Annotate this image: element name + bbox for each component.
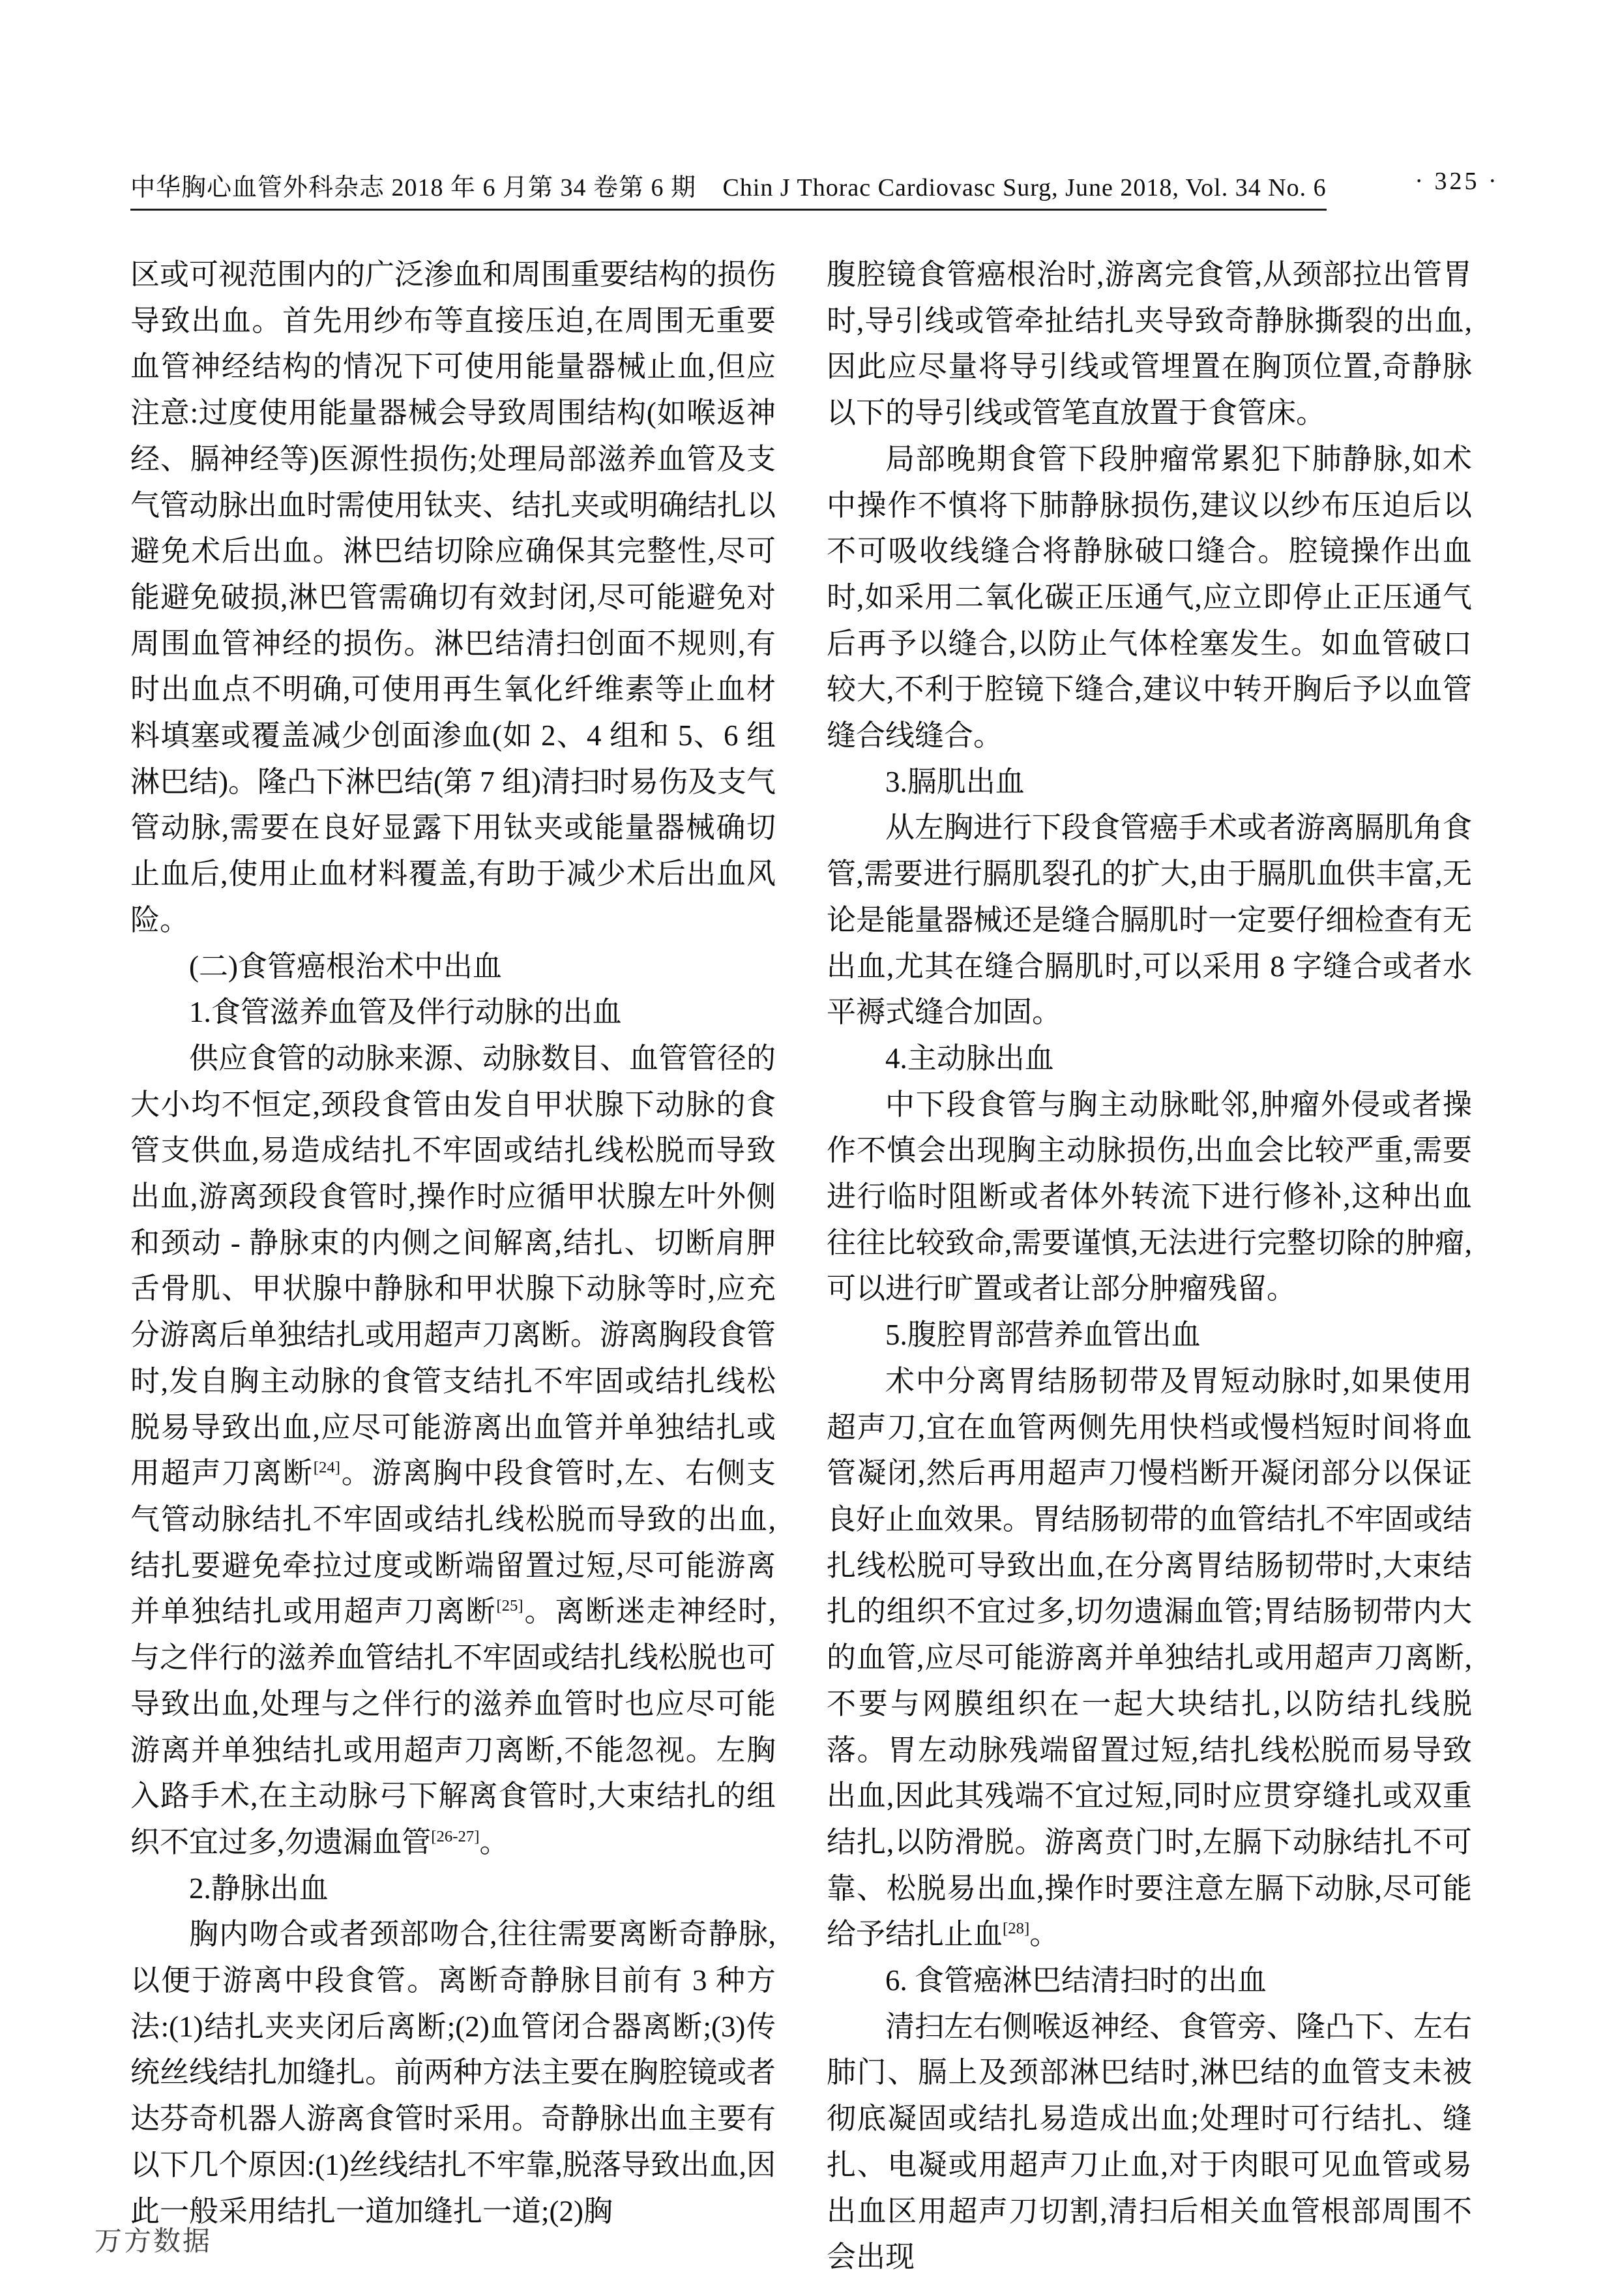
paragraph: 2.静脉出血 [189, 1871, 329, 1905]
paragraph: 清扫左右侧喉返神经、食管旁、隆凸下、左右肺门、膈上及颈部淋巴结时,淋巴结的血管支未被彻底凝固或结扎易造成出血;处理时可行结扎、缝扎、电凝或用超声刀止血,对于肉眼可见血管或易出血区用超声刀切割,清扫后相关血管根部周围不会出现 [827, 2010, 1473, 2274]
paragraph: 从左胸进行下段食管癌手术或者游离膈肌角食管,需要进行膈肌裂孔的扩大,由于膈肌血供丰富,无论是能量器械还是缝合膈肌时一定要仔细检查有无出血,尤其在缝合膈肌时,可以采用 8 字缝合或者水平褥式缝合加固。 [827, 811, 1473, 1029]
reference-superscript: [25] [496, 1597, 523, 1615]
reference-superscript: [28] [1003, 1920, 1030, 1938]
paragraph: (二)食管癌根治术中出血 [189, 949, 502, 983]
journal-title-en: Chin J Thorac Cardiovasc Surg, June 2018, Vol. 34 No. 6 [722, 174, 1327, 201]
journal-running-title [130, 167, 1327, 211]
paragraph: 胸内吻合或者颈部吻合,往往需要离断奇静脉,以便于游离中段食管。离断奇静脉目前有 3 种方法:(1)结扎夹夹闭后离断;(2)血管闭合器离断;(3)传统丝线结扎加缝扎。前两种方法主要在胸腔镜或者达芬奇机器人游离食管时采用。奇静脉出血主要有以下几个原因:(1)丝线结扎不牢靠,脱落导致出血,因此一般采用结扎一道加缝扎一道;(2)胸 [130, 1918, 776, 2228]
journal-title-cn: 中华胸心血管外科杂志 2018 年 6 月第 34 卷第 6 期 [130, 174, 697, 201]
paragraph: 1.食管滋养血管及伴行动脉的出血 [189, 996, 622, 1029]
page-header [130, 167, 1499, 211]
paragraph: 4.主动脉出血 [885, 1041, 1054, 1075]
paragraph: 供应食管的动脉来源、动脉数目、血管管径的大小均不恒定,颈段食管由发自甲状腺下动脉的食管支供血,易造成结扎不牢固或结扎线松脱而导致出血,游离颈段食管时,操作时应循甲状腺左叶外侧和颈动 - 静脉束的内侧之间解离,结扎、切断肩胛舌骨肌、甲状腺中静脉和甲状腺下动脉等时,应充分游离后单独结扎或用超声刀离断。游离胸段食管时,发自胸主动脉的食管支结扎不牢固或结扎线松脱易导致出血,应尽可能游离出血管并单独结扎或用超声刀离断[24]。游离胸中段食管时,左、右侧支气管动脉结扎不牢固或结扎线松脱而导致的出血,结扎要避免牵拉过度或断端留置过短,尽可能游离并单独结扎或用超声刀离断[25]。离断迷走神经时,与之伴行的滋养血管结扎不牢固或结扎线松脱也可导致出血,处理与之伴行的滋养血管时也应尽可能游离并单独结扎或用超声刀离断,不能忽视。左胸入路手术,在主动脉弓下解离食管时,大束结扎的组织不宜过多,勿遗漏血管[26-27]。 [130, 1041, 776, 1858]
page-number: · 325 · [1415, 168, 1499, 195]
paragraph: 局部晚期食管下段肿瘤常累犯下肺静脉,如术中操作不慎将下肺静脉损伤,建议以纱布压迫后以不可吸收线缝合将静脉破口缝合。腔镜操作出血时,如采用二氧化碳正压通气,应立即停止正压通气后再予以缝合,以防止气体栓塞发生。如血管破口较大,不利于腔镜下缝合,建议中转开胸后予以血管缝合线缝合。 [827, 442, 1472, 753]
paragraph: 腹腔镜食管癌根治时,游离完食管,从颈部拉出管胃时,导引线或管牵扯结扎夹导致奇静脉撕裂的出血,因此应尽量将导引线或管埋置在胸顶位置,奇静脉以下的导引线或管笔直放置于食管床。 [827, 258, 1472, 430]
paragraph: 6. 食管癌淋巴结清扫时的出血 [885, 1964, 1267, 1997]
paragraph: 术中分离胃结肠韧带及胃短动脉时,如果使用超声刀,宜在血管两侧先用快档或慢档短时间将血管凝闭,然后再用超声刀慢档断开凝闭部分以保证良好止血效果。胃结肠韧带的血管结扎不牢固或结扎线松脱可导致出血,在分离胃结肠韧带时,大束结扎的组织不宜过多,切勿遗漏血管;胃结肠韧带内大的血管,应尽可能游离并单独结扎或用超声刀离断,不要与网膜组织在一起大块结扎,以防结扎线脱落。胃左动脉残端留置过短,结扎线松脱而易导致出血,因此其残端不宜过短,同时应贯穿缝扎或双重结扎,以防滑脱。游离贲门时,左膈下动脉结扎不可靠、松脱易出血,操作时要注意左膈下动脉,尽可能给予结扎止血[28]。 [827, 1364, 1473, 1951]
paragraph: 3.膈肌出血 [885, 765, 1025, 798]
paragraph: 区或可视范围内的广泛渗血和周围重要结构的损伤导致出血。首先用纱布等直接压迫,在周围无重要血管神经结构的情况下可使用能量器械止血,但应注意:过度使用能量器械会导致周围结构(如喉返神经、膈神经等)医源性损伤;处理局部滋养血管及支气管动脉出血时需使用钛夹、结扎夹或明确结扎以避免术后出血。淋巴结切除应确保其完整性,尽可能避免破损,淋巴管需确切有效封闭,尽可能避免对周围血管神经的损伤。淋巴结清扫创面不规则,有时出血点不明确,可使用再生氧化纤维素等止血材料填塞或覆盖减少创面渗血(如 2、4 组和 5、6 组淋巴结)。隆凸下淋巴结(第 7 组)清扫时易伤及支气管动脉,需要在良好显露下用钛夹或能量器械确切止血后,使用止血材料覆盖,有助于减少术后出血风险。 [130, 258, 776, 936]
paragraph: 5.腹腔胃部营养血管出血 [885, 1319, 1201, 1352]
column-right [827, 252, 1472, 2280]
paragraph: 中下段食管与胸主动脉毗邻,肿瘤外侵或者操作不慎会出现胸主动脉损伤,出血会比较严重,需要进行临时阻断或者体外转流下进行修补,这种出血往往比较致命,需要谨慎,无法进行完整切除的肿瘤,可以进行旷置或者让部分肿瘤残留。 [827, 1088, 1472, 1305]
column-left [130, 252, 776, 2234]
reference-superscript: [26-27] [431, 1827, 480, 1845]
reference-superscript: [24] [313, 1459, 340, 1477]
wanfang-data-watermark: 万方数据 [95, 2226, 213, 2256]
